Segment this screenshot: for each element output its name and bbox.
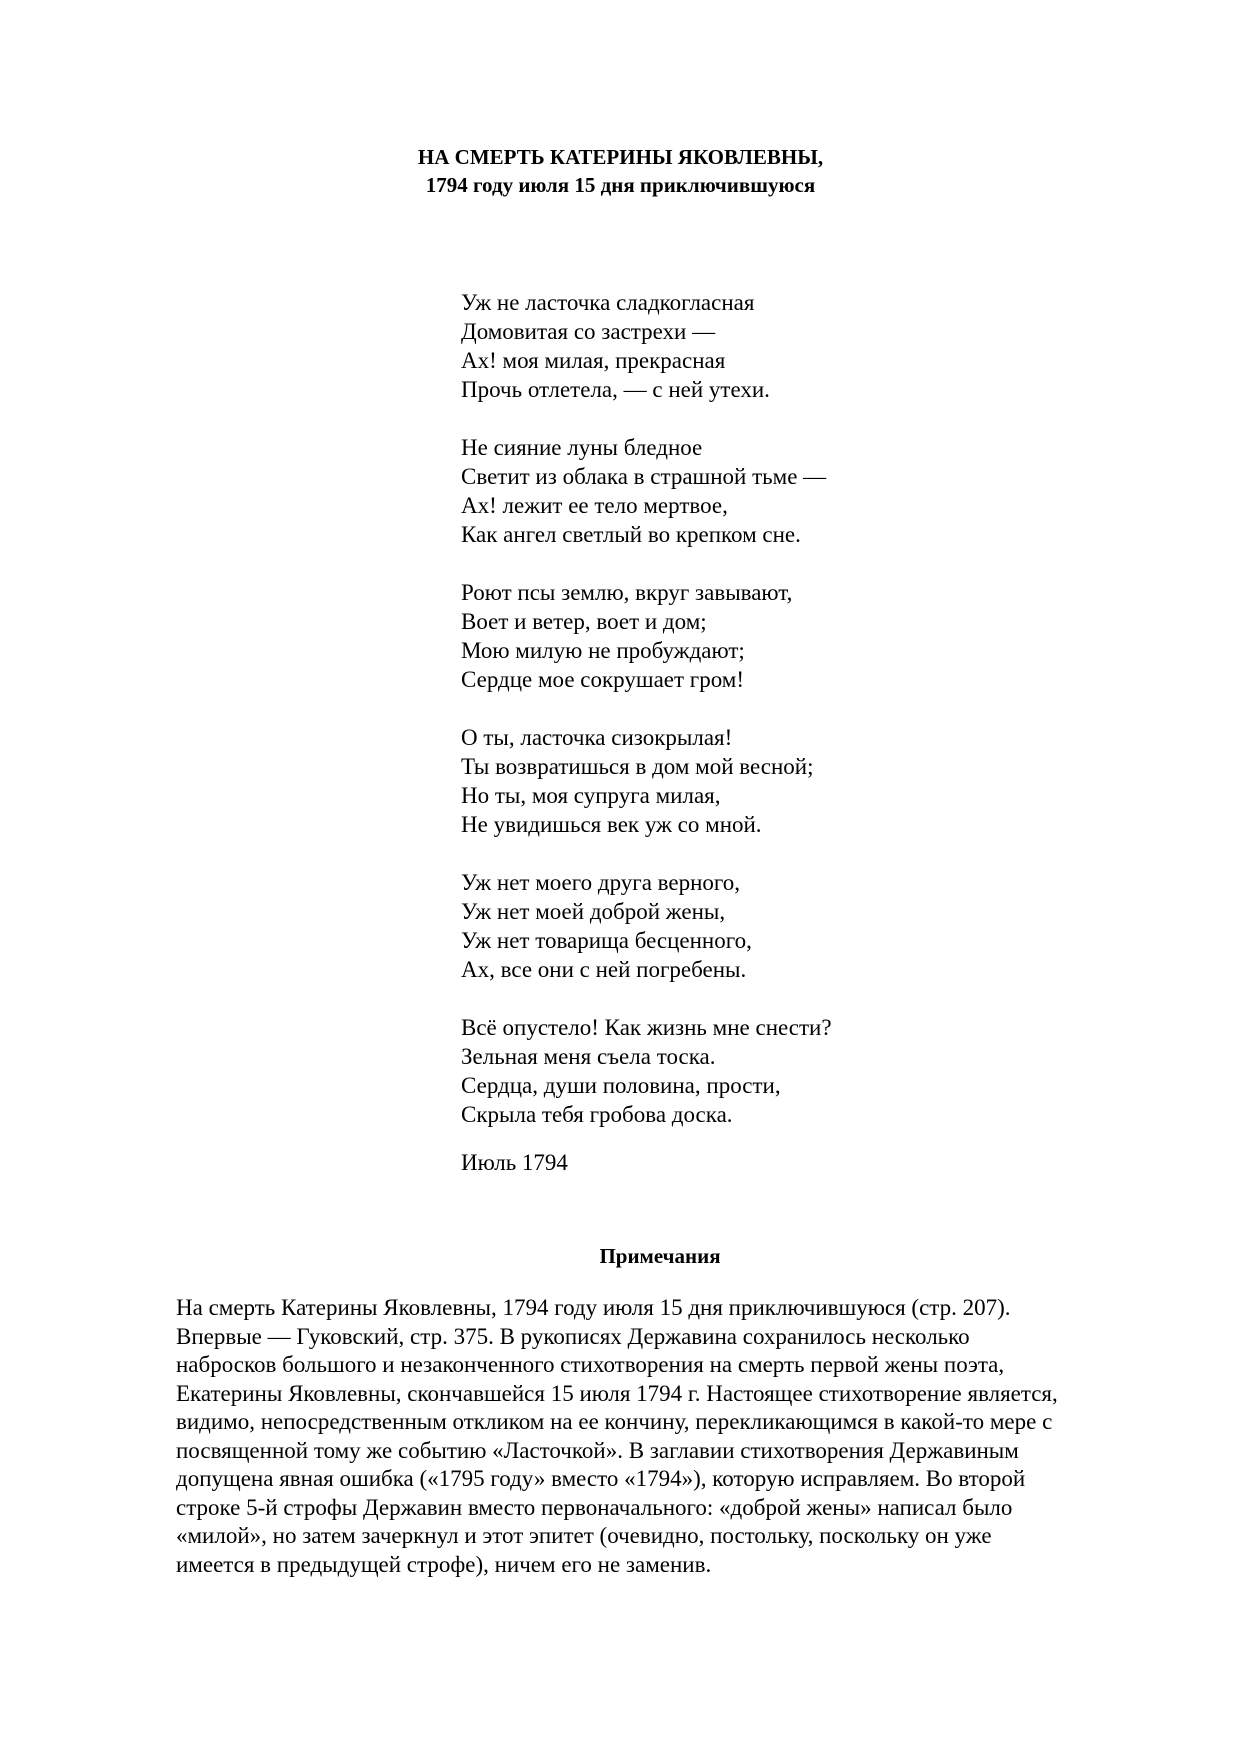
stanza-5 bbox=[461, 868, 1061, 984]
notes-line: видимо, непосредственным откликом на ее кончину, перекликающимся в какой-то мере с bbox=[176, 1409, 1053, 1434]
notes-line: Екатерины Яковлевны, скончавшейся 15 июля 1794 г. Настоящее стихотворение является, bbox=[176, 1380, 1058, 1406]
notes-line: На смерть Катерины Яковлевны, 1794 году июля 15 дня приключившуюся (стр. 207). bbox=[176, 1295, 1011, 1320]
poem-line: Сердца, души половина, прости, bbox=[461, 1073, 781, 1098]
poem-line: Роют псы землю, вкруг завывают, bbox=[461, 580, 793, 605]
poem-line: Светит из облака в страшной тьме — bbox=[461, 464, 827, 489]
poem-line: Ты возвратишься в дом мой весной; bbox=[461, 754, 814, 779]
poem-line: Уж не ласточка сладкогласная bbox=[461, 290, 755, 315]
poem-date: Июль 1794 bbox=[461, 1150, 568, 1175]
poem-line: Но ты, моя супруга милая, bbox=[461, 783, 721, 808]
notes-line: «милой», но затем зачеркнул и этот эпитет (очевидно, постольку, поскольку он уже bbox=[176, 1523, 992, 1548]
notes-line: строке 5-й строфы Державин вместо первоначального: «доброй жены» написал было bbox=[176, 1494, 1013, 1520]
poem-line: Всё опустело! Как жизнь мне снести? bbox=[461, 1015, 832, 1040]
poem-line: Не увидишься век уж со мной. bbox=[461, 812, 762, 837]
poem-line: Уж нет товарища бесценного, bbox=[461, 928, 752, 953]
stanza-1 bbox=[461, 288, 1061, 404]
notes-body bbox=[176, 1294, 1176, 1579]
notes-line: допущена явная ошибка («1795 году» вместо «1794»), которую исправляем. Во второй bbox=[176, 1466, 1026, 1491]
stanza-2 bbox=[461, 433, 1061, 549]
poem-title: НА СМЕРТЬ КАТЕРИНЫ ЯКОВЛЕВНЫ, bbox=[417, 145, 824, 169]
notes-line: посвященной тому же событию «Ласточкой». В заглавии стихотворения Державиным bbox=[176, 1437, 1019, 1463]
poem-line: Уж нет моего друга верного, bbox=[461, 870, 741, 895]
poem-line: Ах! моя милая, прекрасная bbox=[461, 348, 726, 373]
poem-body bbox=[461, 288, 1061, 1177]
stanza-3 bbox=[461, 578, 1061, 694]
poem-line: Прочь отлетела, — с ней утехи. bbox=[461, 377, 770, 402]
poem-line: Скрыла тебя гробова доска. bbox=[461, 1102, 733, 1127]
poem-line: Мою милую не пробуждают; bbox=[461, 638, 745, 663]
notes-heading: Примечания bbox=[599, 1244, 721, 1268]
poem-line: Уж нет моей доброй жены, bbox=[461, 899, 726, 924]
poem-line: Сердце мое сокрушает гром! bbox=[461, 667, 745, 692]
poem-line: Ах, все они с ней погребены. bbox=[461, 957, 747, 982]
notes-line: Впервые — Гуковский, стр. 375. В рукописях Державина сохранилось несколько bbox=[176, 1323, 970, 1349]
notes-line: набросков большого и незаконченного стихотворения на смерть первой жены поэта, bbox=[176, 1352, 1005, 1377]
poem-line: Не сияние луны бледное bbox=[461, 435, 703, 460]
notes-line: имеется в предыдущей строфе), ничем его не заменив. bbox=[176, 1551, 712, 1577]
poem-line: Домовитая со застрехи — bbox=[461, 319, 716, 344]
poem-line: Как ангел светлый во крепком сне. bbox=[461, 522, 801, 547]
poem-line: Ах! лежит ее тело мертвое, bbox=[461, 493, 728, 518]
stanza-6 bbox=[461, 1013, 1061, 1129]
poem-subtitle: 1794 году июля 15 дня приключившуюся bbox=[425, 173, 816, 197]
poem-line: Воет и ветер, воет и дом; bbox=[461, 609, 707, 634]
poem-line: О ты, ласточка сизокрылая! bbox=[461, 725, 733, 750]
poem-line: Зельная меня съела тоска. bbox=[461, 1044, 716, 1069]
stanza-4 bbox=[461, 723, 1061, 839]
